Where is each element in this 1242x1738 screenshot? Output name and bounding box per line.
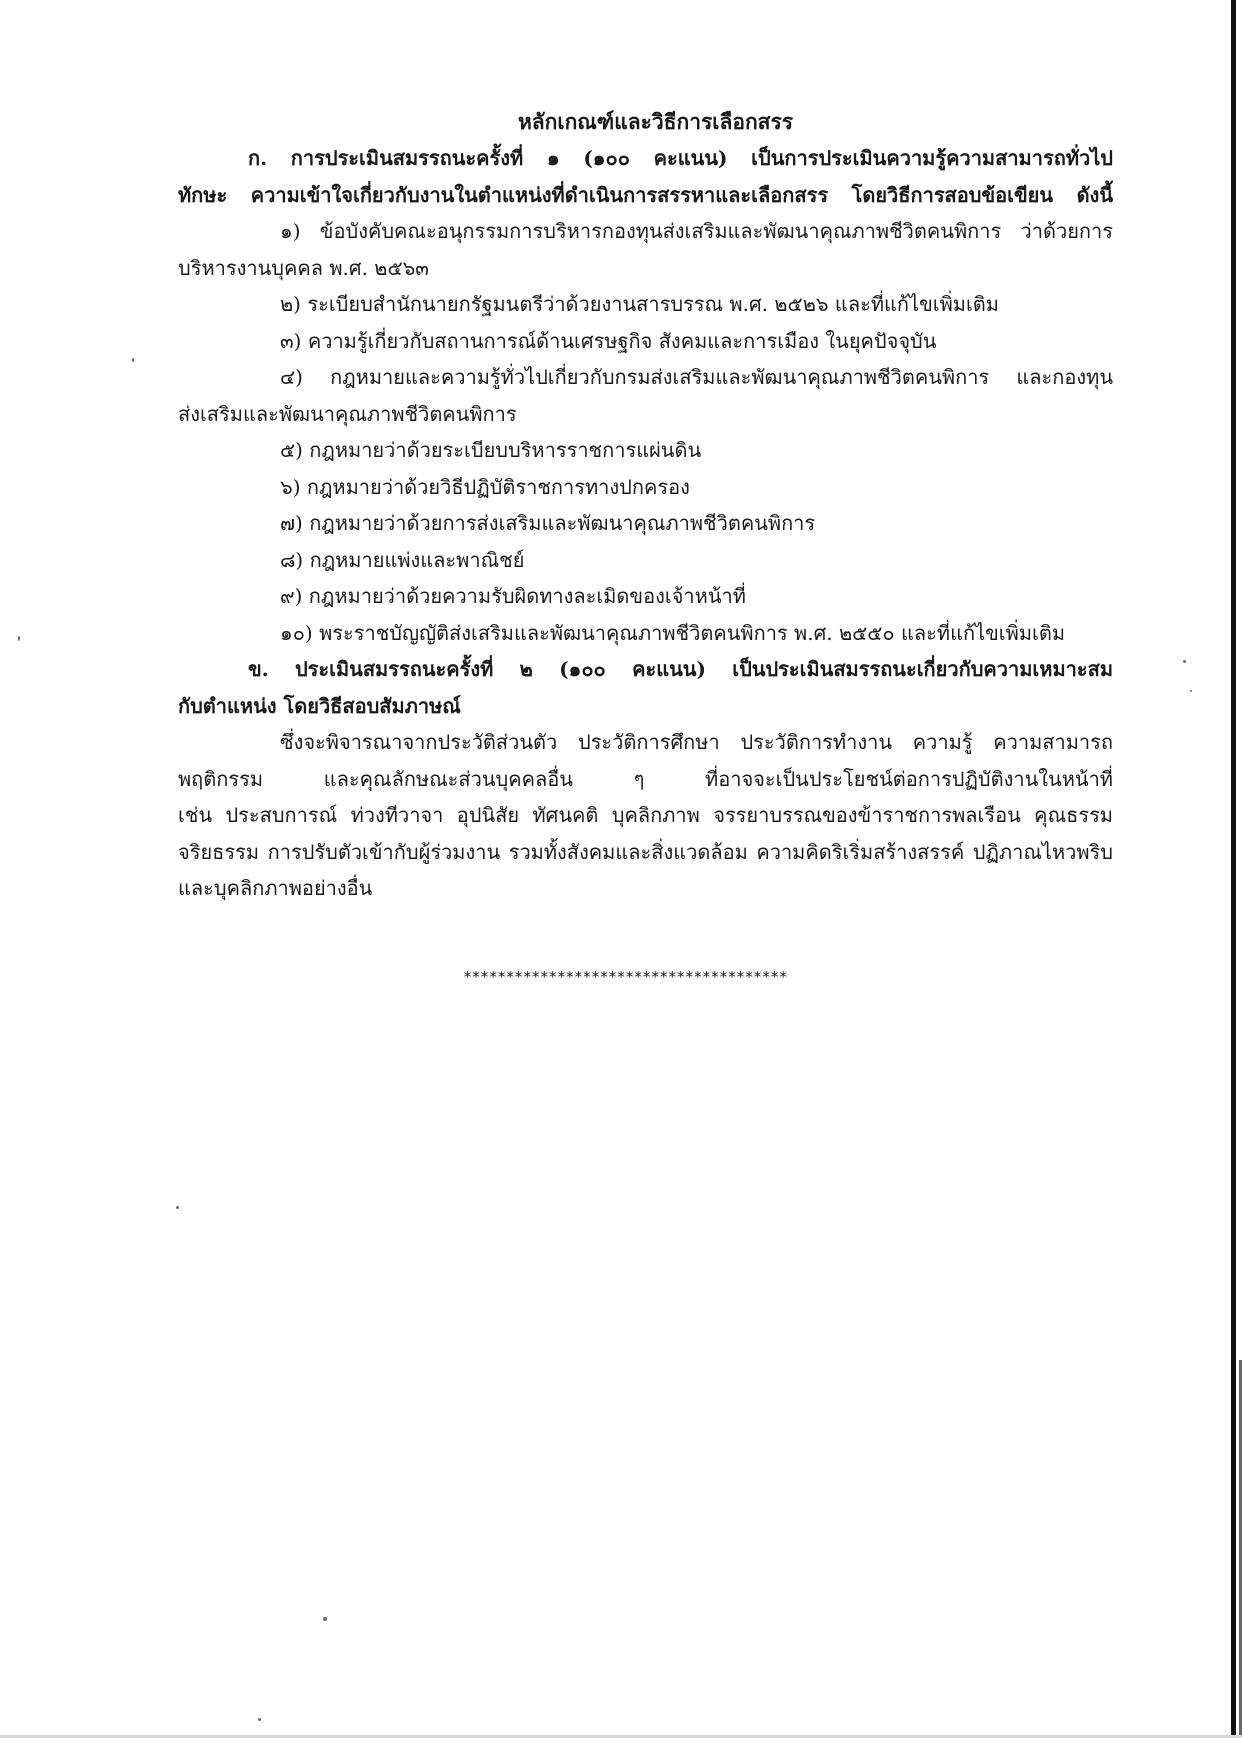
list-item: ๙) กฎหมายว่าด้วยความรับผิดทางละเมิดของเจ้าหน้าที่ (280, 584, 746, 608)
document-body (178, 104, 1113, 907)
paragraph-line: ซึ่งจะพิจารณาจากประวัติส่วนตัว ประวัติการศึกษา ประวัติการทำงาน ความรู้ ความสามารถ (280, 730, 1113, 754)
list-item: ๘) กฎหมายแพ่งและพาณิชย์ (280, 547, 525, 572)
list-item: ๒) ระเบียบสำนักนายกรัฐมนตรีว่าด้วยงานสารบรรณ พ.ศ. ๒๕๒๖ และที่แก้ไขเพิ่มเติม (280, 292, 999, 316)
list-item: ๑๐) พระราชบัญญัติส่งเสริมและพัฒนาคุณภาพชีวิตคนพิการ พ.ศ. ๒๕๕๐ และที่แก้ไขเพิ่มเติม (280, 620, 1066, 645)
list-item: ๕) กฎหมายว่าด้วยระเบียบบริหารราชการแผ่นดิน (280, 438, 702, 462)
scan-speck (258, 1718, 261, 1721)
list-item: ๓) ความรู้เกี่ยวกับสถานการณ์ด้านเศรษฐกิจ สังคมและการเมือง ในยุคปัจจุบัน (280, 328, 937, 353)
list-item: ๑) ข้อบังคับคณะอนุกรรมการบริหารกองทุนส่งเสริมและพัฒนาคุณภาพชีวิตคนพิการ ว่าด้วยการ (280, 219, 1113, 243)
list-item-continuation: บริหารงานบุคคล พ.ศ. ๒๕๖๓ (178, 255, 429, 280)
list-item: ๖) กฎหมายว่าด้วยวิธีปฏิบัติราชการทางปกครอง (280, 474, 690, 499)
section-a-heading-line-1: ก. การประเมินสมรรถนะครั้งที่ ๑ (๑๐๐ คะแนน) เป็นการประเมินความรู้ความสามารถทั่วไป (248, 146, 1113, 170)
section-b-heading-line-1: ข. ประเมินสมรรถนะครั้งที่ ๒ (๑๐๐ คะแนน) เป็นประเมินสมรรถนะเกี่ยวกับความเหมาะสม (248, 657, 1113, 681)
scan-speck (132, 358, 134, 362)
scan-speck (18, 636, 20, 641)
end-separator: ************************************** (463, 968, 788, 986)
document-title: หลักเกณฑ์และวิธีการเลือกสรร (517, 109, 794, 134)
scan-speck (1183, 660, 1186, 663)
list-item-continuation: ส่งเสริมและพัฒนาคุณภาพชีวิตคนพิการ (178, 401, 517, 426)
section-a-heading-line-2: ทักษะ ความเข้าใจเกี่ยวกับงานในตำแหน่งที่ดำเนินการสรรหาและเลือกสรร โดยวิธีการสอบข้อเขียน ดังนี้ (178, 182, 1113, 207)
section-b-heading-line-2: กับตำแหน่ง โดยวิธีสอบสัมภาษณ์ (178, 693, 461, 718)
list-item: ๔) กฎหมายและความรู้ทั่วไปเกี่ยวกับกรมส่งเสริมและพัฒนาคุณภาพชีวิตคนพิการ และกองทุน (280, 365, 1113, 389)
paragraph-line: เช่น ประสบการณ์ ท่วงทีวาจา อุปนิสัย ทัศนคติ บุคลิกภาพ จรรยาบรรณของข้าราชการพลเรือน คุณธรรม (178, 803, 1113, 827)
scan-speck (1190, 690, 1192, 692)
scan-speck (176, 1206, 179, 1209)
scan-speck (323, 1617, 327, 1621)
paragraph-line: และบุคลิกภาพอย่างอื่น (178, 876, 373, 900)
scan-edge-border (1231, 0, 1236, 1738)
paragraph-line: จริยธรรม การปรับตัวเข้ากับผู้ร่วมงาน รวมทั้งสังคมและสิ่งแวดล้อม ความคิดริเริ่มสร้างสรรค์ ปฏิภาณไหวพริบ (178, 839, 1113, 864)
paragraph-line: พฤติกรรม และคุณลักษณะส่วนบุคคลอื่น ๆ ที่อาจจะเป็นประโยชน์ต่อการปฏิบัติงานในหน้าที่ (178, 766, 1113, 791)
list-item: ๗) กฎหมายว่าด้วยการส่งเสริมและพัฒนาคุณภาพชีวิตคนพิการ (280, 511, 816, 535)
